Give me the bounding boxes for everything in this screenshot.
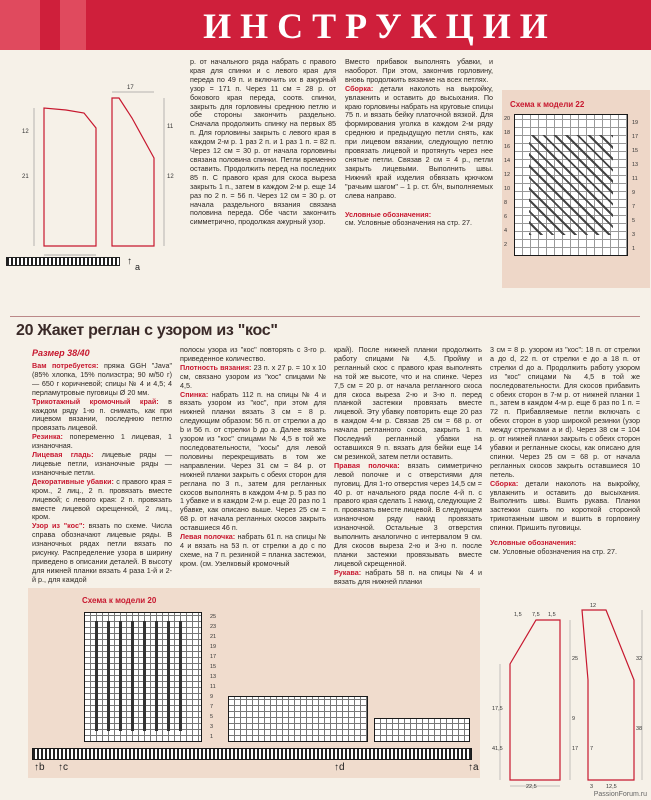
section-divider: [10, 316, 640, 317]
text-paragraph: детали наколоть на выкройку, увлажнить и оставить до высыхания. По краю горловины набрать на круговые спицы 75 п. и вязать бейку платочной вязкой. Для формирования уголка в каждом 2-м ряду среднюю и предыдущую петли снять, как при лицевом вязании, следующую петлю провязать лицевой и протянуть через нее снятые петли. Связав 2 см = 4 р., петли закрыть лицевыми. Выполнить швы. Нижний край изделия обвязать крючком "рачьим шагом" – 1 р. ст. б/н, выполняемых слева направо.: [345, 83, 493, 200]
row-number: 5: [210, 714, 214, 720]
text-paragraph: детали наколоть на выкройку, увлажнить и оставить до высыхания. Выполнить швы. Вшить рукава. Планки застежки сшить по короткой стороной трикотажным швом и вшить в горловину спинки. Пришить пуговицы.: [490, 478, 640, 533]
dim-label: 11: [167, 124, 174, 130]
text-paragraph: попеременно 1 лицевая, 1 изнаночная.: [32, 432, 172, 451]
grid-pattern: [529, 135, 613, 235]
arrow-marker: ↑c: [58, 762, 68, 773]
row-number: 11: [210, 684, 216, 690]
text-paragraph: Вместо прибавок выполнять убавки, и наоборот. При этом, закончив горловину, вновь продолжить вязание на всех петлях.: [345, 57, 493, 84]
dim-label: 9: [572, 716, 576, 722]
text-paragraph: пряжа GGH "Java" (85% хлопка, 15% полиэстра; 90 м/50 г) — 650 г коричневой; спицы № 4 и 4,5; 4 перламутровые пуговицы Ø 20 мм.: [32, 361, 172, 397]
section-label: Вам потребуется:: [32, 361, 99, 370]
row-number: 15: [632, 148, 639, 154]
dim-label: 22,5: [526, 784, 537, 790]
text-paragraph: вязать симметрично левой полочке и с отверстиями для пуговиц. Для 1-го отверстия через 14,5 см = 40 р. от начального ряда после 4-й п. с правого края сделать 1 накид, следующие 2 п. провязать вместе лицевой. В следующем изнаночном ряду накид провязать изнаночной. Остальные 3 отверстия выполнить аналогично с интервалом 9 см. Для скосов выреза 2-ю и 3-ю п. после планки застежки провязывать вместе лицевой скрещенной.: [334, 460, 482, 568]
text-paragraph: лицевые ряды — лицевые петли, изнаночные ряды — изнаночные петли.: [32, 450, 173, 477]
schema-20-grid-mid: [228, 696, 368, 742]
schema-22-panel: [502, 90, 650, 288]
dim-label: 17: [127, 85, 134, 91]
text-paragraph: 3 см = 8 р. узором из "кос": 18 п. от стрелки a до d, 22 п. от стрелки e до a 18 п. от стрелки d до a. Продолжить работу узором из "кос" спицами № 4,5 в той же последовательности. Для скосов прибавить с обеих сторон в 7-м р. от нижней планки 1 п., затем в каждом 4-м р. еще 6 раз по 1 п. = 72 п. Прибавляемые петли включать с обеих сторон в узор широкой резинки (узор между стрелками a и d). Через 38 см = 104 р. от нижней планки закрыть с обеих сторон убавки и регланные скосы, как описано для спинки. Через 25 см = 68 р. от начала регланных скосов закрыть оставшиеся 10 петель.: [490, 345, 640, 479]
pattern-heading: 20 Жакет реглан с узором из "кос": [16, 322, 278, 339]
schema-22-grid: [514, 114, 628, 256]
row-number: 19: [632, 120, 639, 126]
section-label: Декоративные убавки:: [32, 476, 114, 486]
banner-stripe: [60, 0, 86, 50]
row-number: 7: [632, 204, 636, 210]
section-label: Резинка:: [32, 432, 63, 442]
schema-22-row-numbers-right: [632, 120, 644, 260]
pattern-diagram-top: [4, 58, 189, 268]
row-number: 12: [504, 172, 511, 178]
dim-label: 12: [22, 129, 29, 135]
dim-label: 7,5: [532, 612, 540, 618]
section-label: Правая полочка:: [334, 460, 400, 470]
dim-label: 12,5: [606, 784, 617, 790]
row-number: 9: [632, 190, 636, 196]
size-label: Размер 38/40: [32, 348, 90, 358]
arrow-marker: ↑a: [468, 762, 479, 773]
dim-label: 7: [590, 746, 594, 752]
marker-label: b: [39, 762, 45, 773]
row-number: 17: [210, 654, 217, 660]
section-label: Условные обозначения:: [345, 209, 432, 219]
section-label: Сборка:: [345, 83, 374, 93]
dim-label: 32: [636, 656, 643, 662]
text-paragraph: полосы узора из "кос" повторять с 3-го р. приведенное количество.: [180, 345, 326, 363]
text-paragraph: набрать 61 п. на спицы № 4 и вязать на 53 п. от стрелки a до c по схеме, на 7 п. резинкой = планка застежки, кром. (см. Узелковый кромочный: [180, 532, 326, 568]
row-number: 13: [210, 674, 217, 680]
stitch-strip-chart: [6, 257, 120, 266]
dim-label: 17,5: [492, 706, 503, 712]
marker-label: c: [63, 762, 68, 773]
row-number: 3: [632, 232, 636, 238]
dim-label: 1,5: [514, 612, 522, 618]
row-number: 2: [504, 242, 508, 248]
schema-20-title: Схема к модели 20: [82, 596, 157, 605]
text-paragraph: см. Условные обозначения на стр. 27.: [345, 218, 473, 228]
row-number: 15: [210, 664, 217, 670]
arrow-marker: ↑b: [34, 762, 45, 773]
page-title: ИНСТРУКЦИИ: [203, 6, 557, 46]
dim-label: 38: [636, 726, 643, 732]
row-number: 23: [210, 624, 217, 630]
pattern-diagram-bottom: [486, 600, 648, 790]
marker-label: a: [135, 262, 141, 272]
schema-20-panel: [28, 588, 480, 778]
section-label: Рукава:: [334, 567, 362, 577]
arrow-marker: ↑: [127, 256, 132, 267]
row-number: 25: [210, 614, 217, 620]
dim-label: 17: [572, 746, 579, 752]
text-col2: [180, 346, 326, 569]
banner-stripe: [0, 0, 40, 50]
text-paragraph: вязать по схеме. Числа справа обозначают лицевые ряды. В изнаночных рядах петли вязать по рисунку. Распределение узора в ширину приведено в описании деталей. В высоту для нижней планки вязать 4 раза 1-й и 2-й р., для каждой: [32, 521, 172, 584]
schema-20-bottom-strip: [32, 748, 472, 760]
row-number: 18: [504, 130, 511, 136]
row-number: 20: [504, 116, 511, 122]
text-paragraph: см. Условные обозначения на стр. 27.: [490, 546, 618, 556]
text-top-col1: р. от начального ряда набрать с правого края для спинки и с левого края для переда по 49 п. и включить их в ажурный узор = 171 п. Через 11 см = 28 р. от бокового края переда, соотв. спинки, закрыть для горловины среднюю петлю и обе стороны закончить раздельно. Сначала продолжить спинку на первых 85 п. Для горловины закрыть с левого края в каждом 2-м р. 1 раз 2 п. и 1 раз 1 п. = 82 п. Через 12 см = 30 р. от начала горловины связана половина спинки. Петли временно оставить. Продолжить перед на последних 85 п. С правого края для скоса выреза закрыть 1 п., затем в каждом 2-м р. еще 14 раз по 2 п. = 56 п. Через 12 см = 30 р. от начала раздельного вязания связана половина переда. Обе части закончить симметрично, продолжая ажурный узор.: [190, 57, 336, 227]
text-paragraph: 23 п. x 27 р. = 10 x 10 см, связано узором из "кос" спицами № 4,5.: [180, 362, 327, 390]
row-number: 19: [210, 644, 217, 650]
section-label: Условные обозначения:: [490, 538, 577, 548]
schema-20-grid-left: [84, 612, 202, 742]
row-number: 5: [632, 218, 636, 224]
text-paragraph: с правого края = кром., 2 лиц., 2 п. провязать вместе лицевой; с левого края: 2 п. провязать вместе лицевой скрещенной, 2 лиц., кром.: [32, 476, 172, 522]
row-number: 4: [504, 228, 508, 234]
row-number: 14: [504, 158, 511, 164]
section-label: Лицевая гладь:: [32, 450, 94, 460]
row-number: 21: [210, 634, 217, 640]
text-paragraph: набрать 112 п. на спицы № 4 и вязать узором из "кос", при этом для нижней планки вязать 3 см = 8 р. следующим образом: 56 п. от стрелки a до b и 56 п. от стрелки b до a. Далее вязать узором из "кос" спицами № 4,5 в той же последовательности, "косы" для левой половины перекрещивать в том же направлении. Через 31 см = 84 р. от нижней планки закрыть с обеих сторон для реглана по 3 п., затем для регланных скосов выполнять в каждом 4-м р. 5 раз по 1 убавке и в каждом 2-м р. еще 20 раз по 1 убавке, как описано выше. Через 25 см = 68 р. от начала регланных скосов закрыть оставшиеся 46 п.: [180, 389, 326, 533]
schema-22-title: Схема к модели 22: [510, 100, 585, 109]
grid-pattern: [95, 621, 191, 731]
row-number: 1: [632, 246, 636, 252]
section-label: Плотность вязания:: [180, 362, 252, 372]
text-paragraph: в каждом ряду 1-ю п. снимать, как при лицевом вязании, последнюю петлю провязать лицевой.: [32, 396, 172, 433]
text-top-col2: [345, 58, 493, 228]
row-number: 17: [632, 134, 639, 140]
text-col1: [32, 362, 172, 585]
row-number: 3: [210, 724, 214, 730]
text-paragraph: край). После нижней планки продолжить работу спицами № 4,5. Пройму и регланный скос с правого края выполнять на той же высоте, что и на спинке. Через 7,5 см = 20 р. от начала регланного скоса для скоса выреза 2-ю и 3-ю п. перед планкой застежки провязать вместе лицевой. Эту убавку повторить еще 20 раз в каждом 4-м р. Связав 25 см = 68 р. от начала регланного скоса, закрыть 1 п. Последний регланный убавки на оставшихся 9 п. вязать для бейки еще 14 см резинкой, затем петли оставить.: [334, 345, 482, 461]
section-label: Спинка:: [180, 389, 209, 399]
text-col4: [490, 346, 640, 557]
schema-20-grid-right: [374, 718, 470, 742]
header-banner: [0, 0, 651, 50]
row-number: 7: [210, 704, 214, 710]
text-paragraph: набрать 58 п. на спицы № 4 и вязать для нижней планки: [334, 567, 483, 586]
marker-label: d: [339, 762, 345, 773]
dim-label: 12: [590, 603, 597, 609]
row-number: 11: [632, 176, 638, 182]
schema-20-row-numbers: [210, 614, 222, 744]
dim-label: 3: [590, 784, 594, 790]
row-number: 16: [504, 144, 511, 150]
dim-label: 21: [22, 174, 29, 180]
schema-22-row-numbers-left: [504, 116, 514, 256]
section-label: Левая полочка:: [180, 532, 236, 542]
row-number: 6: [504, 214, 508, 220]
marker-label: a: [473, 762, 479, 773]
site-watermark: PassionForum.ru: [593, 791, 647, 798]
dim-label: 41,5: [492, 746, 503, 752]
section-label: Сборка:: [490, 478, 519, 488]
row-number: 1: [210, 734, 214, 740]
row-number: 13: [632, 162, 639, 168]
section-label: Узор из "кос":: [32, 521, 85, 531]
row-number: 9: [210, 694, 214, 700]
dim-label: 12: [167, 174, 174, 180]
arrow-marker: ↑d: [334, 762, 345, 773]
section-label: Трикотажный кромочный край:: [32, 396, 159, 406]
text-col3: [334, 346, 482, 586]
row-number: 8: [504, 200, 508, 206]
dim-label: 25: [572, 656, 579, 662]
dim-label: 1,5: [548, 612, 556, 618]
row-number: 10: [504, 186, 511, 192]
